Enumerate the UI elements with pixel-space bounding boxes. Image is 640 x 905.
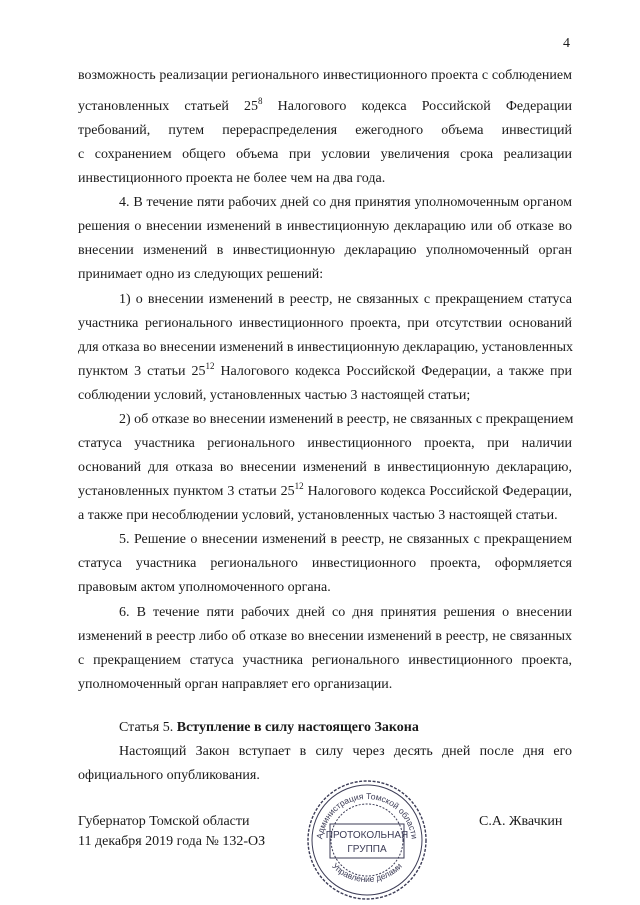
text-line: требований, путем перераспределения ежегодного объема инвестиций <box>78 123 572 138</box>
article-title: Вступление в силу настоящего Закона <box>176 720 419 735</box>
law-date-number: 11 декабря 2019 года № 132-ОЗ <box>78 834 266 849</box>
text-line: инвестиционного проекта не более чем на два года. <box>78 171 386 186</box>
text-line: Настоящий Закон вступает в силу через десять дней после дня его <box>119 744 572 759</box>
official-stamp <box>305 778 429 902</box>
stamp-center-line-1: ПРОТОКОЛЬНАЯ <box>325 830 409 841</box>
superscript: 12 <box>205 361 215 371</box>
text-line: соблюдении условий, установленных частью 3 настоящей статьи; <box>78 388 471 403</box>
text-line: принимает одно из следующих решений: <box>78 267 324 282</box>
text-line: 1) о внесении изменений в реестр, не связанных с прекращением статуса <box>119 292 572 307</box>
text-line: с прекращением статуса участника регионального инвестиционного проекта, <box>78 653 572 668</box>
superscript: 12 <box>294 481 304 491</box>
text-line: а также при несоблюдении условий, установленных частью 3 настоящей статьи. <box>78 508 558 523</box>
stamp-ring-bottom-text: Управление делами <box>330 860 404 885</box>
stamp-ring-top-text: Администрация Томской области <box>314 790 420 840</box>
text-line: статуса участника регионального инвестиционного проекта, оформляется <box>78 556 572 571</box>
article-heading: Статья 5. Вступление в силу настоящего Закона <box>119 720 419 735</box>
page-number: 4 <box>563 36 570 51</box>
text-line: для отказа во внесении изменений в инвестиционную декларацию, установленных <box>78 340 574 355</box>
text-line: участника регионального инвестиционного проекта, при отсутствии оснований <box>78 316 572 331</box>
text-line: решения о внесении изменений в инвестиционную декларацию или об отказе во <box>78 219 572 234</box>
text-line: статуса участника регионального инвестиционного проекта, при наличии <box>78 436 572 451</box>
text-line: правовым актом уполномоченного органа. <box>78 580 331 595</box>
text-line: официального опубликования. <box>78 768 260 783</box>
text-line: внесении изменений в инвестиционную декларацию уполномоченный орган <box>78 243 572 258</box>
text-line: изменений в реестр либо об отказе во внесении изменений в реестр, не связанных <box>78 629 572 644</box>
text-line: 2) об отказе во внесении изменений в реестр, не связанных с прекращением <box>119 412 574 427</box>
text-line: с сохранением общего объема при условии увеличения срока реализации <box>78 147 572 162</box>
signatory-position: Губернатор Томской области <box>78 814 250 829</box>
signatory-name: С.А. Жвачкин <box>479 814 563 829</box>
text-line: 5. Решение о внесении изменений в реестр, не связанных с прекращением <box>119 532 572 547</box>
text-line: пунктом 3 статьи $25^{12}$ Налогового кодекса Российской Федерации, а также при <box>78 361 572 379</box>
text-line: установленных статьей $25^8$ Налогового кодекса Российской Федерации <box>78 96 572 114</box>
text-line: уполномоченный орган направляет его организации. <box>78 677 393 692</box>
stamp-center-line-2: ГРУППА <box>347 844 387 855</box>
text-line: установленных пунктом 3 статьи $25^{12}$ Налогового кодекса Российской Федерации, <box>78 481 572 499</box>
text-line: возможность реализации регионального инвестиционного проекта с соблюдением <box>78 68 572 83</box>
text-line: оснований для отказа во внесении изменений в инвестиционную декларацию, <box>78 460 572 475</box>
text-line: 6. В течение пяти рабочих дней со дня принятия решения о внесении <box>119 605 572 620</box>
superscript: 8 <box>258 96 263 106</box>
text-line: 4. В течение пяти рабочих дней со дня принятия уполномоченным органом <box>119 195 572 210</box>
